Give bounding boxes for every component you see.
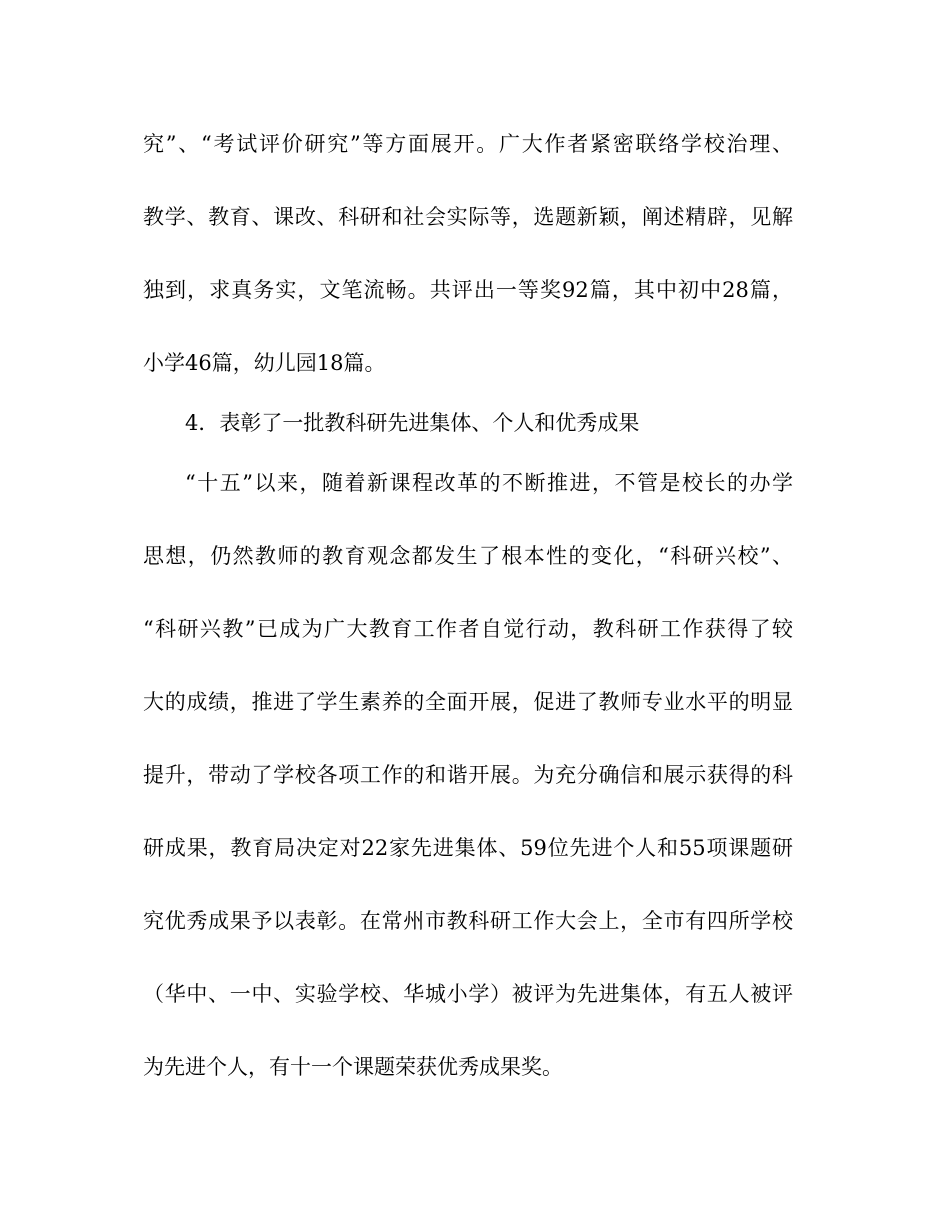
- paragraph-line: “科研兴教”已成为广大教育工作者自觉行动，教科研工作获得了较: [143, 617, 793, 641]
- paragraph-line: 究优秀成果予以表彰。在常州市教科研工作大会上，全市有四所学校: [143, 909, 793, 933]
- paragraph-line: （华中、一中、实验学校、华城小学）被评为先进集体，有五人被评: [143, 982, 793, 1006]
- paragraph-line: 大的成绩，推进了学生素养的全面开展，促进了教师专业水平的明显: [143, 690, 793, 714]
- paragraph-line: 小学46篇，幼儿园18篇。: [143, 351, 386, 375]
- paragraph-line: “十五”以来，随着新课程改革的不断推进，不管是校长的办学: [185, 471, 793, 495]
- paragraph-line: 究”、“考试评价研究”等方面展开。广大作者紧密联络学校治理、: [143, 132, 793, 156]
- paragraph-line: 提升，带动了学校各项工作的和谐开展。为充分确信和展示获得的科: [143, 763, 793, 787]
- section-heading: 4．表彰了一批教科研先进集体、个人和优秀成果: [185, 411, 640, 435]
- paragraph-line: 研成果，教育局决定对22家先进集体、59位先进个人和55项课题研: [143, 836, 793, 860]
- paragraph-line: 独到，求真务实，文笔流畅。共评出一等奖92篇，其中初中28篇，: [143, 278, 793, 302]
- paragraph-line: 思想，仍然教师的教育观念都发生了根本性的变化，“科研兴校”、: [143, 544, 793, 568]
- paragraph-line: 为先进个人，有十一个课题荣获优秀成果奖。: [143, 1055, 563, 1079]
- paragraph-line: 教学、教育、课改、科研和社会实际等，选题新颖，阐述精辟，见解: [143, 205, 793, 229]
